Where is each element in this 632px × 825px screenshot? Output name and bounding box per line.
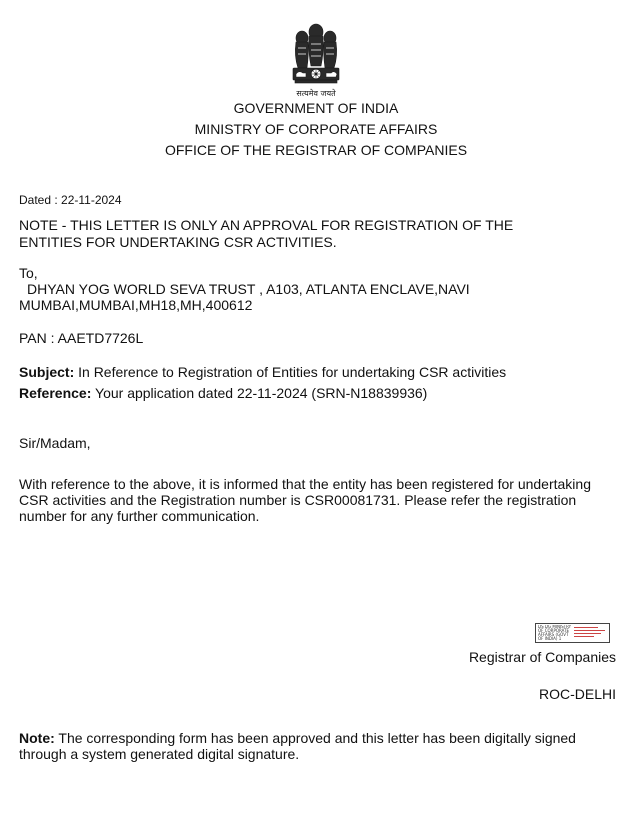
note-label: Note:: [19, 730, 55, 746]
digital-signature-note-line-1: [19, 730, 576, 746]
body-line-2: CSR activities and the Registration number is CSR00081731. Please refer the registration: [19, 492, 577, 508]
subject-label: Subject:: [19, 364, 75, 380]
header-ministry: MINISTRY OF CORPORATE AFFAIRS: [194, 121, 438, 137]
address-line-1: DHYAN YOG WORLD SEVA TRUST , A103, ATLANTA ENCLAVE,NAVI: [27, 281, 470, 297]
reference-text: Your application dated 22-11-2024 (SRN-N18839936): [91, 385, 428, 401]
digital-signature-stamp: [535, 623, 610, 643]
body-line-3: number for any further communication.: [19, 508, 260, 524]
approval-note-line-1: NOTE - THIS LETTER IS ONLY AN APPROVAL FOR REGISTRATION OF THE: [19, 217, 514, 233]
signatory-title: Registrar of Companies: [468, 649, 616, 665]
address-to: To,: [19, 265, 38, 281]
digital-signature-note-line-2: through a system generated digital signature.: [19, 746, 300, 762]
header-office: OFFICE OF THE REGISTRAR OF COMPANIES: [164, 142, 468, 158]
pan-number: PAN : AAETD7726L: [19, 330, 144, 346]
approval-note-line-2: ENTITIES FOR UNDERTAKING CSR ACTIVITIES.: [19, 234, 337, 250]
emblem-motto: सत्यमेव जयते: [296, 89, 336, 98]
note-text-1: The corresponding form has been approved and this letter has been digitally signed: [54, 730, 576, 746]
signature-stamp-text: DS DG MINISTRY OF CORPORATE AFFAIRS (GOVT OF INDIA) 1: [538, 625, 572, 641]
subject-line: [19, 364, 506, 380]
subject-text: In Reference to Registration of Entities for undertaking CSR activities: [74, 364, 507, 380]
reference-label: Reference:: [19, 385, 92, 401]
letter-date: Dated : 22-11-2024: [19, 193, 122, 207]
address-line-2: MUMBAI,MUMBAI,MH18,MH,400612: [19, 297, 253, 313]
signatory-office: ROC-DELHI: [538, 686, 616, 702]
reference-line: [19, 385, 427, 401]
salutation: Sir/Madam,: [19, 435, 91, 451]
body-line-1: With reference to the above, it is informed that the entity has been registered for undertaking: [19, 476, 591, 492]
signature-scribble-icon: [574, 627, 608, 640]
header-government: GOVERNMENT OF INDIA: [233, 100, 399, 116]
